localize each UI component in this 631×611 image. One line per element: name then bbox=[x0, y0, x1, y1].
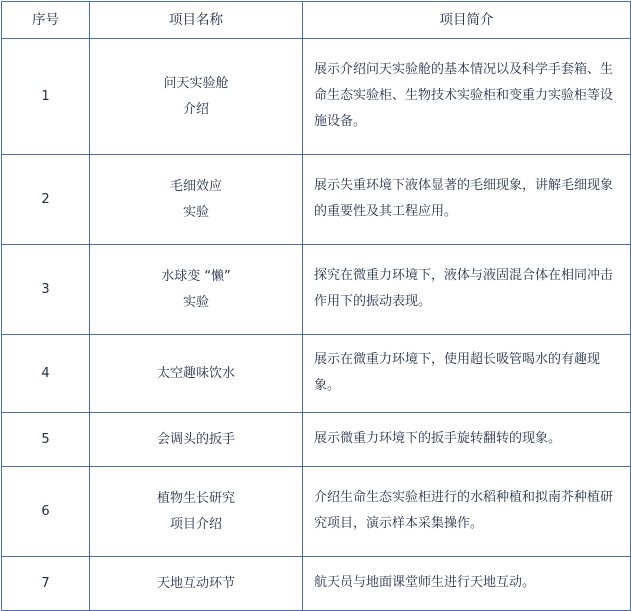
table-row bbox=[2, 245, 631, 335]
cell-description: 展示介绍问天实验舱的基本情况以及科学手套箱、生命生态实验柜、生物技术实验柜和变重力实验柜等设施设备。 bbox=[303, 39, 631, 155]
cell-name bbox=[90, 467, 303, 557]
table-body bbox=[2, 39, 631, 611]
table-row bbox=[2, 557, 631, 611]
cell-index: 3 bbox=[2, 245, 90, 335]
cell-name bbox=[90, 39, 303, 155]
column-header-index: 序号 bbox=[2, 2, 90, 39]
cell-name-line: 太空趣味饮水 bbox=[156, 365, 235, 381]
cell-name-line: 项目介绍 bbox=[169, 516, 222, 532]
cell-description: 展示微重力环境下的扳手旋转翻转的现象。 bbox=[303, 413, 631, 467]
schedule-table bbox=[1, 1, 631, 611]
cell-index: 4 bbox=[2, 335, 90, 413]
cell-name-line: 水球变 “懒” bbox=[161, 268, 231, 284]
table-row bbox=[2, 413, 631, 467]
cell-description: 展示在微重力环境下，使用超长吸管喝水的有趣现象。 bbox=[303, 335, 631, 413]
cell-name bbox=[90, 557, 303, 611]
cell-name-line: 植物生长研究 bbox=[156, 490, 235, 506]
cell-name bbox=[90, 335, 303, 413]
cell-name-line: 毛细效应 bbox=[169, 178, 222, 194]
table-row bbox=[2, 39, 631, 155]
cell-description: 探究在微重力环境下，液体与液固混合体在相同冲击作用下的振动表现。 bbox=[303, 245, 631, 335]
table-row bbox=[2, 467, 631, 557]
cell-name-line: 会调头的扳手 bbox=[156, 431, 235, 447]
cell-name-line: 问天实验舱 bbox=[163, 75, 229, 91]
cell-name bbox=[90, 245, 303, 335]
cell-description: 航天员与地面课堂师生进行天地互动。 bbox=[303, 557, 631, 611]
column-header-description: 项目简介 bbox=[303, 2, 631, 39]
cell-name bbox=[90, 413, 303, 467]
cell-name-line: 天地互动环节 bbox=[156, 575, 235, 591]
table-header-row bbox=[2, 2, 631, 39]
column-header-name: 项目名称 bbox=[90, 2, 303, 39]
cell-name-line: 实验 bbox=[182, 294, 209, 310]
cell-description: 展示失重环境下液体显著的毛细现象，讲解毛细现象的重要性及其工程应用。 bbox=[303, 155, 631, 245]
table-header bbox=[2, 2, 631, 39]
cell-index: 5 bbox=[2, 413, 90, 467]
table-row bbox=[2, 335, 631, 413]
table-row bbox=[2, 155, 631, 245]
cell-name-line: 介绍 bbox=[182, 101, 209, 117]
cell-name bbox=[90, 155, 303, 245]
cell-description: 介绍生命生态实验柜进行的水稻种植和拟南芥种植研究项目，演示样本采集操作。 bbox=[303, 467, 631, 557]
cell-index: 6 bbox=[2, 467, 90, 557]
cell-index: 1 bbox=[2, 39, 90, 155]
schedule-table-container bbox=[0, 1, 631, 611]
cell-index: 7 bbox=[2, 557, 90, 611]
cell-index: 2 bbox=[2, 155, 90, 245]
cell-name-line: 实验 bbox=[182, 204, 209, 220]
